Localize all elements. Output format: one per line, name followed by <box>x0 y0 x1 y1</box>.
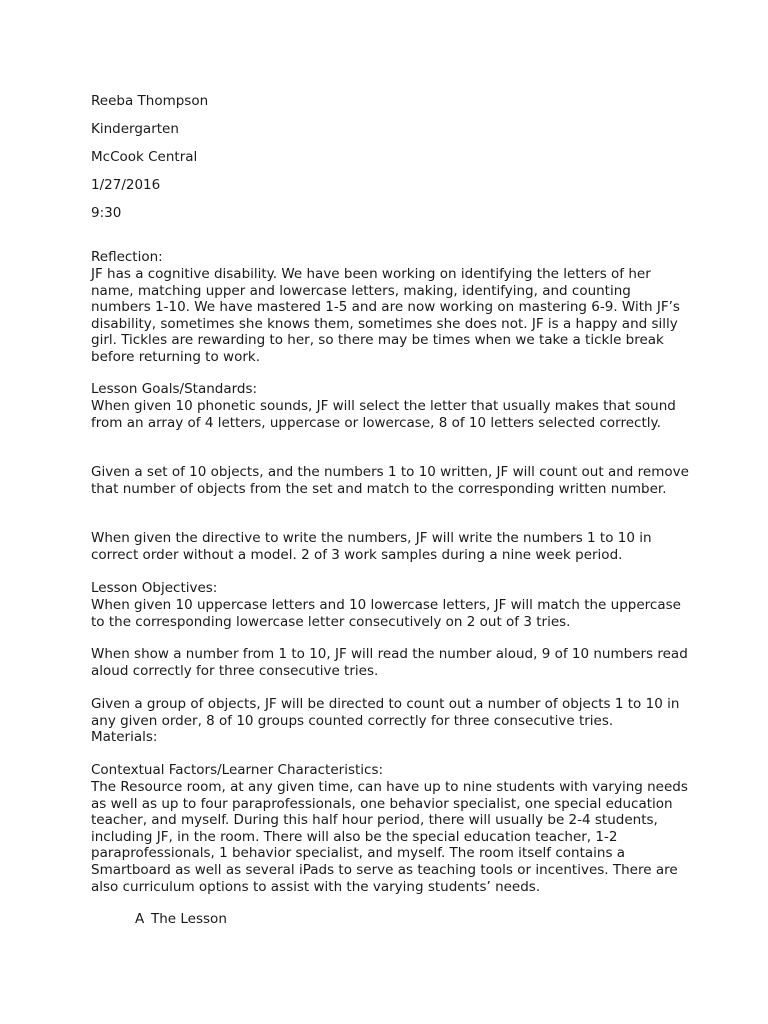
reflection-text: JF has a cognitive disability. We have been working on identifying the letters of her name, matching upper and lowercase letters, making, identifying, and counting numbers 1-10. We have mastered 1-5 and are now working on mastering 6-9. With JF’s disability, sometimes she knows them, sometimes she does not. JF is a happy and silly girl. Tickles are rewarding to her, so there may be times when we take a tickle break before returning to work. <box>91 266 680 365</box>
context-heading: Contextual Factors/Learner Characteristics: <box>91 762 384 778</box>
list-marker: A <box>135 911 145 927</box>
lesson-time: 9:30 <box>91 205 122 221</box>
context-text: The Resource room, at any given time, can have up to nine students with varying needs as well as up to four paraprofessionals, one behavior specialist, one special education teacher, and myself. During this half hour period, there will usually be 2-4 students, including JF, in the room. There will also be the special education teacher, 1-2 paraprofessionals, 1 behavior specialist, and myself. The room itself contains a Smartboard as well as several iPads to serve as teaching tools or incentives. There are also curriculum options to assist with the varying students’ needs. <box>91 779 688 895</box>
lesson-section-title: The Lesson <box>151 911 227 927</box>
objectives-heading: Lesson Objectives: <box>91 580 218 596</box>
goal-item: When given the directive to write the numbers, JF will write the numbers 1 to 10 in correct order without a model. 2 of 3 work samples during a nine week period. <box>91 530 652 563</box>
lesson-section-heading <box>135 911 227 928</box>
lesson-date: 1/27/2016 <box>91 177 161 193</box>
grade-level: Kindergarten <box>91 121 179 137</box>
goal-item: When given 10 phonetic sounds, JF will select the letter that usually makes that sound from an array of 4 letters, uppercase or lowercase, 8 of 10 letters selected correctly. <box>91 398 676 431</box>
materials-heading: Materials: <box>91 729 158 745</box>
author-name: Reeba Thompson <box>91 93 209 109</box>
goal-item: Given a set of 10 objects, and the numbers 1 to 10 written, JF will count out and remove that number of objects from the set and match to the corresponding written number. <box>91 464 689 497</box>
objective-item: When given 10 uppercase letters and 10 lowercase letters, JF will match the uppercase to the corresponding lowercase letter consecutively on 2 out of 3 tries. <box>91 597 681 630</box>
school-name: McCook Central <box>91 149 198 165</box>
reflection-heading: Reflection: <box>91 249 163 265</box>
objective-item: When show a number from 1 to 10, JF will read the number aloud, 9 of 10 numbers read aloud correctly for three consecutive tries. <box>91 646 688 679</box>
goals-heading: Lesson Goals/Standards: <box>91 381 258 397</box>
objective-item: Given a group of objects, JF will be directed to count out a number of objects 1 to 10 in any given order, 8 of 10 groups counted correctly for three consecutive tries. <box>91 696 680 729</box>
